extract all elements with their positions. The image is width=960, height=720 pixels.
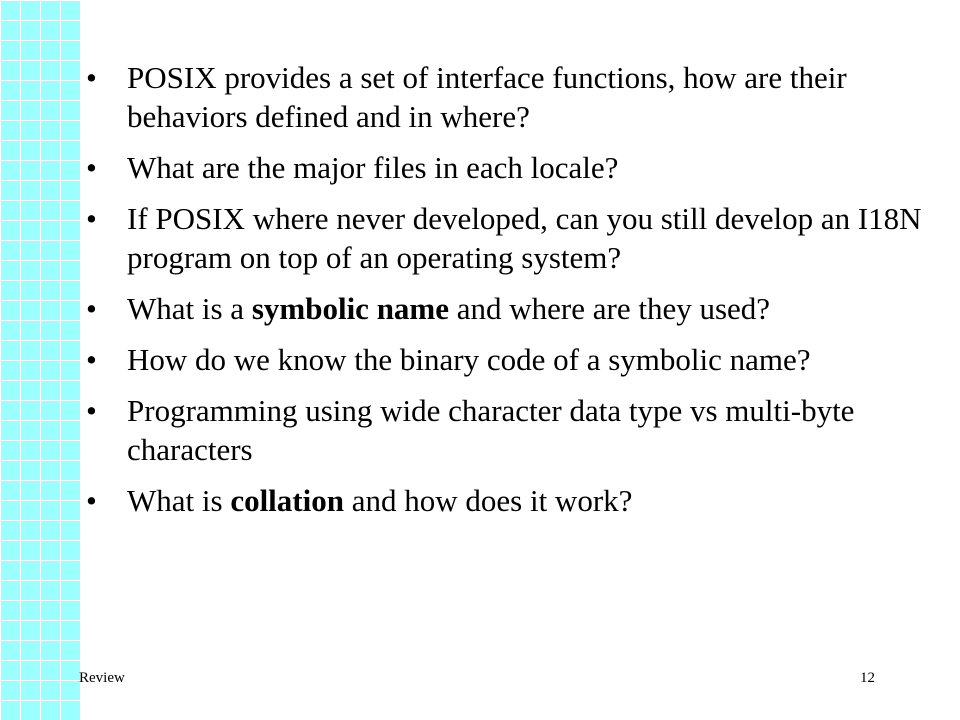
bullet-item [86,58,926,136]
bullet-text [127,393,854,467]
bold-term: symbolic name [251,291,450,326]
text-run: What is a [127,291,252,326]
bullet-item [86,199,926,277]
bullet-text [127,483,632,518]
decorative-grid-strip [0,0,81,720]
bullet-list [86,58,926,532]
bullet-marker: • [86,201,97,236]
slide-number: 12 [860,670,875,686]
bullet-text [127,291,770,326]
bold-term: collation [230,483,344,518]
bullet-marker: • [86,291,97,326]
bullet-item [86,289,926,328]
text-run: If POSIX where never developed, can you still develop an I18N program on top of an operating system? [127,201,922,275]
bullet-marker: • [86,60,97,95]
bullet-text [127,201,922,275]
bullet-marker: • [86,393,97,428]
text-run: and how does it work? [343,483,633,518]
text-run: POSIX provides a set of interface functions, how are their behaviors defined and in where? [127,60,847,134]
bullet-item [86,148,926,187]
bullet-text [127,150,618,185]
bullet-item [86,481,926,520]
bullet-item [86,340,926,379]
footer-label: Review [79,670,125,686]
text-run: How do we know the binary code of a symbolic name? [127,342,811,377]
bullet-marker: • [86,150,97,185]
bullet-marker: • [86,342,97,377]
text-run: Programming using wide character data type vs multi-byte characters [127,393,855,467]
bullet-marker: • [86,483,97,518]
bullet-text [127,60,847,134]
bullet-text [127,342,811,377]
text-run: and where are they used? [449,291,771,326]
text-run: What are the major files in each locale? [127,150,619,185]
bullet-item [86,391,926,469]
text-run: What is [127,483,231,518]
